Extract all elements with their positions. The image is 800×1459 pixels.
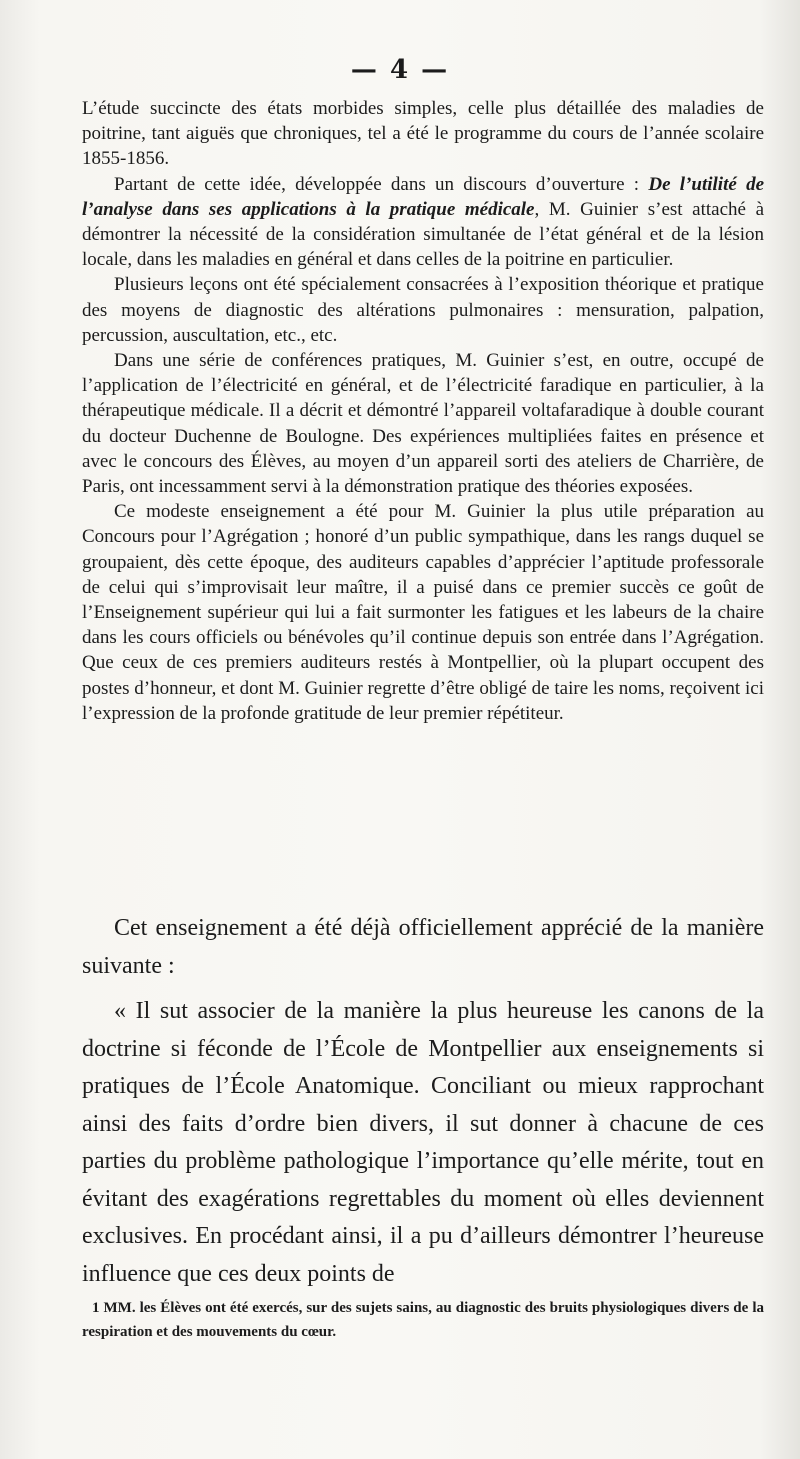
paragraph-1: L’étude succincte des états morbides simples, celle plus détaillée des maladies de poitrine, tant aiguës que chroniques, tel a été le programme du cours de l’année scolaire 1855-1856. [82,98,764,170]
paragraph-2 [82,172,764,273]
paragraph-4: Dans une série de conférences pratiques, M. Guinier s’est, en outre, occupé de l’application de l’électricité en général, et de l’électricité faradique en particulier, à la thérapeutique médicale. Il a décrit et démontré l’appareil voltafaradique à double courant du docteur Duchenne de Boulogne. Des expériences multipliées faites en présence et avec le concours des Élèves, au moyen d’un appareil sorti des ateliers de Charrière, de Paris, ont incessamment servi à la démonstration pratique des théories exposées. [82,350,764,498]
appreciation-quote: « Il sut associer de la manière la plus heureuse les canons de la doctrine si féconde de l’École de Montpellier aux enseignements si pratiques de l’École Anatomique. Conciliant ou mieux rapprochant ainsi des faits d’ordre bien divers, il sut donner à chacune de ces parties du problème pathologique l’importance qu’elle mérite, tout en évitant des exagérations regrettables du moment où elles deviennent exclusives. En procédant ainsi, il a pu d’ailleurs démontrer l’heureuse influence que ces deux points de [82,998,764,1287]
page-number: — 4 — [350,55,450,85]
paragraph-2-end: , M. Guinier s’est attaché à démontrer la nécessité de la considération simultanée de l’état général et de la lésion locale, dans les maladies en général et dans celles de la poitrine en particulier. [82,198,764,271]
paragraph-2-start: Partant de cette idée, développée dans un discours d’ouverture : [114,173,649,195]
appreciation-intro: Cet enseignement a été déjà officiellement apprécié de la manière suivante : [82,915,764,979]
discourse-title: De l’utilité de l’analyse dans ses applications à la pratique médicale [82,173,765,220]
main-text-block [82,96,764,726]
footnote: 1 MM. les Élèves ont été exercés, sur des sujets sains, au diagnostic des bruits physiologiques divers de la respiration et des mouvements du cœur. [82,1300,764,1340]
paragraph-3: Plusieurs leçons ont été spécialement consacrées à l’exposition théorique et pratique des moyens de diagnostic des altérations pulmonaires : mensuration, palpation, percussion, auscultation, etc., etc. [82,274,764,346]
paragraph-5: Ce modeste enseignement a été pour M. Guinier la plus utile préparation au Concours pour l’Agrégation ; honoré d’un public sympathique, dans les rangs duquel se groupaient, dès cette époque, des auditeurs capables d’apprécier l’aptitude professorale de celui qui s’improvisait leur maître, il a puisé dans ce premier succès ce goût de l’Enseignement supérieur qui lui a fait surmonter les fatigues et les labeurs de la chaire dans les cours officiels ou bénévoles qu’il continue depuis son entrée dans l’Agrégation. Que ceux de ces premiers auditeurs restés à Montpellier, où la plupart occupent des postes d’honneur, et dont M. Guinier regrette d’être obligé de taire les noms, reçoivent ici l’expression de la profonde gratitude de leur premier répétiteur. [82,501,764,724]
appreciation-section [82,910,764,1301]
